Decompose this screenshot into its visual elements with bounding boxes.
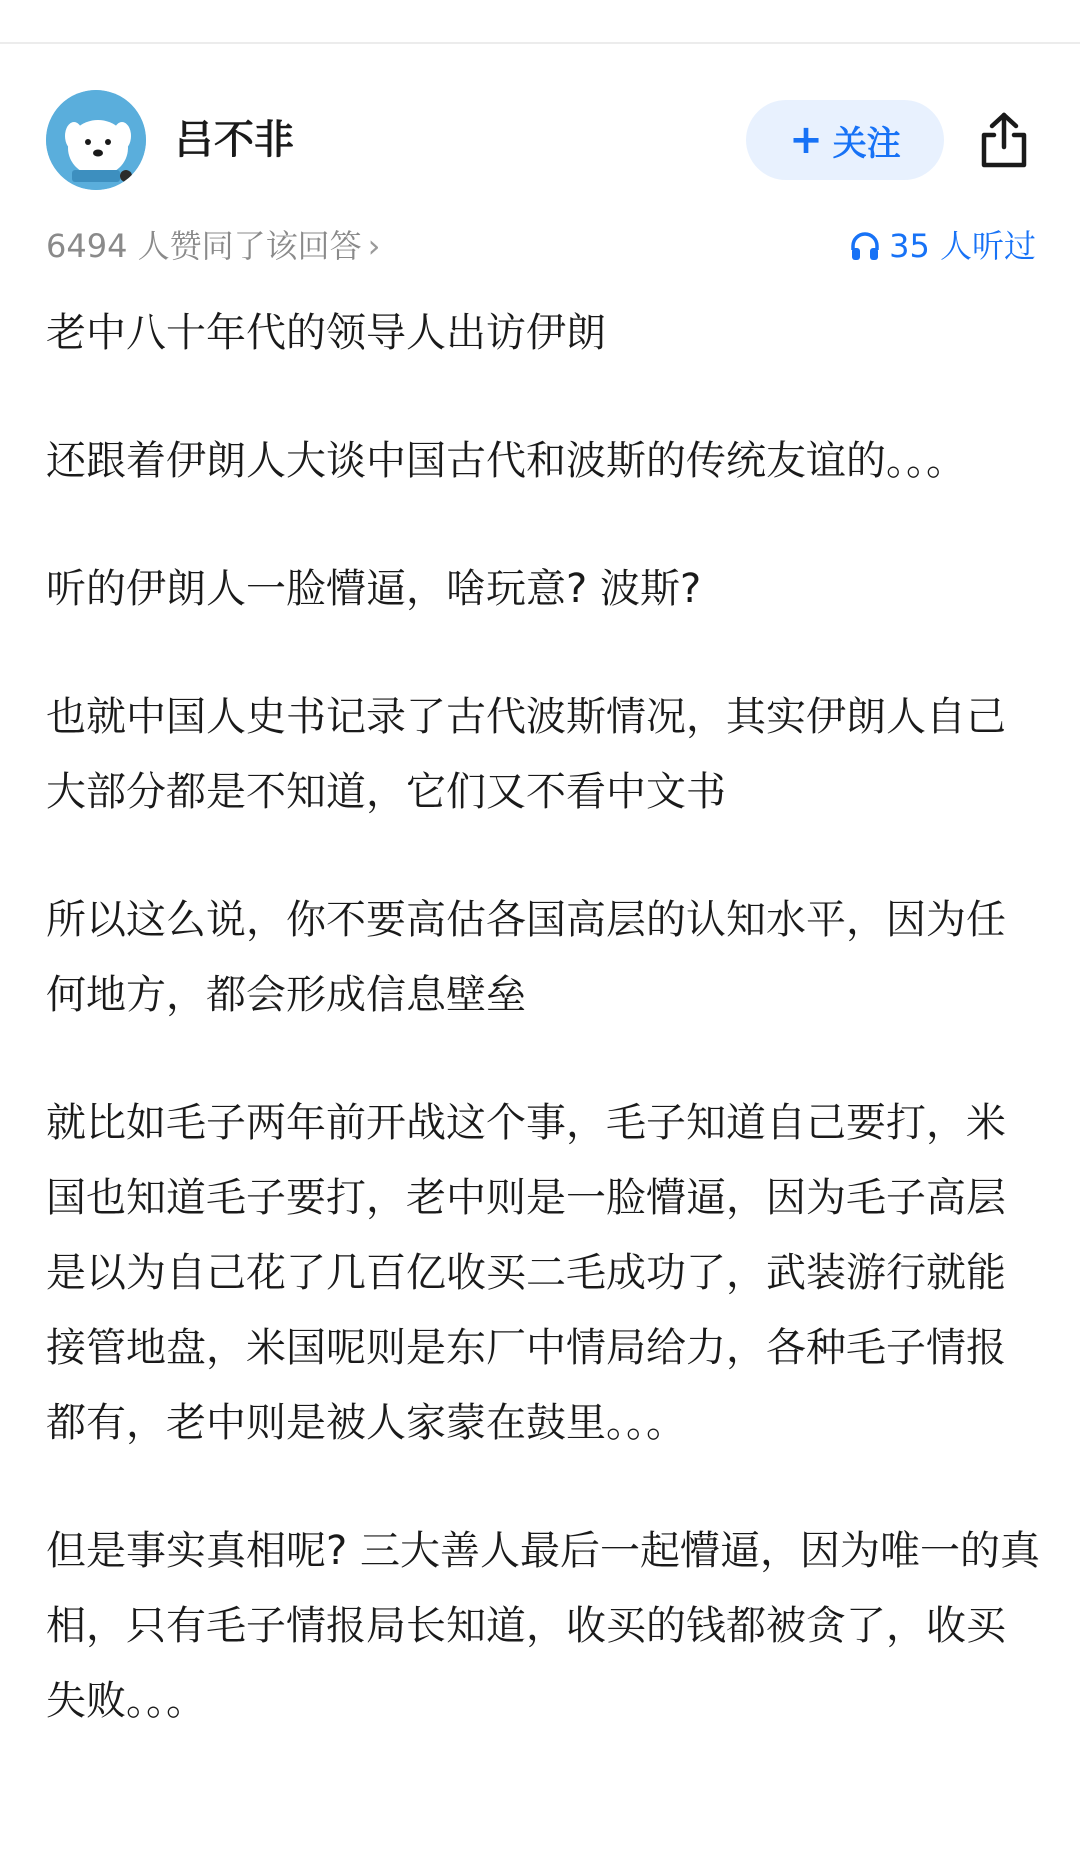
share-button[interactable] [974, 102, 1034, 178]
follow-label: 关注 [832, 123, 901, 164]
paragraph: 老中八十年代的领导人出访伊朗 [46, 310, 606, 356]
author-name[interactable]: 吕不非 [174, 117, 294, 163]
author-row [46, 90, 1034, 190]
top-divider [0, 42, 1080, 44]
paragraph: 所以这么说，你不要高估各国高层的认知水平，因为任何地方，都会形成信息壁垒 [46, 897, 1006, 1018]
paragraph: 还跟着伊朗人大谈中国古代和波斯的传统友谊的。。。 [46, 438, 966, 484]
follow-button[interactable] [746, 100, 944, 180]
likes-text: 6494 人赞同了该回答 [46, 227, 362, 265]
plus-icon: + [789, 117, 823, 163]
listened-indicator[interactable] [849, 222, 1036, 270]
listened-text: 35 人听过 [889, 227, 1036, 265]
paragraph: 也就中国人史书记录了古代波斯情况，其实伊朗人自己大部分都是不知道，它们又不看中文书 [46, 694, 1006, 815]
chevron-right-icon: › [367, 227, 381, 265]
headphone-icon [849, 230, 881, 262]
avatar[interactable] [46, 90, 146, 190]
paragraph: 就比如毛子两年前开战这个事，毛子知道自己要打，米国也知道毛子要打，老中则是一脸懵逼，因为毛子高层是以为自己花了几百亿收买二毛成功了，武装游行就能接管地盘，米国呢则是东厂中情局给力，各种毛子情报都有，老中则是被人家蒙在鼓里。。。 [46, 1100, 1006, 1446]
paragraph: 听的伊朗人一脸懵逼，啥玩意? 波斯? [46, 566, 702, 612]
share-icon [978, 111, 1030, 169]
avatar-image [46, 90, 146, 190]
meta-row [46, 222, 1036, 270]
answer-content [46, 296, 1040, 1792]
paragraph: 但是事实真相呢? 三大善人最后一起懵逼，因为唯一的真相，只有毛子情报局长知道，收买的钱都被贪了，收买失败。。。 [46, 1528, 1040, 1724]
likes-link[interactable] [46, 222, 380, 270]
